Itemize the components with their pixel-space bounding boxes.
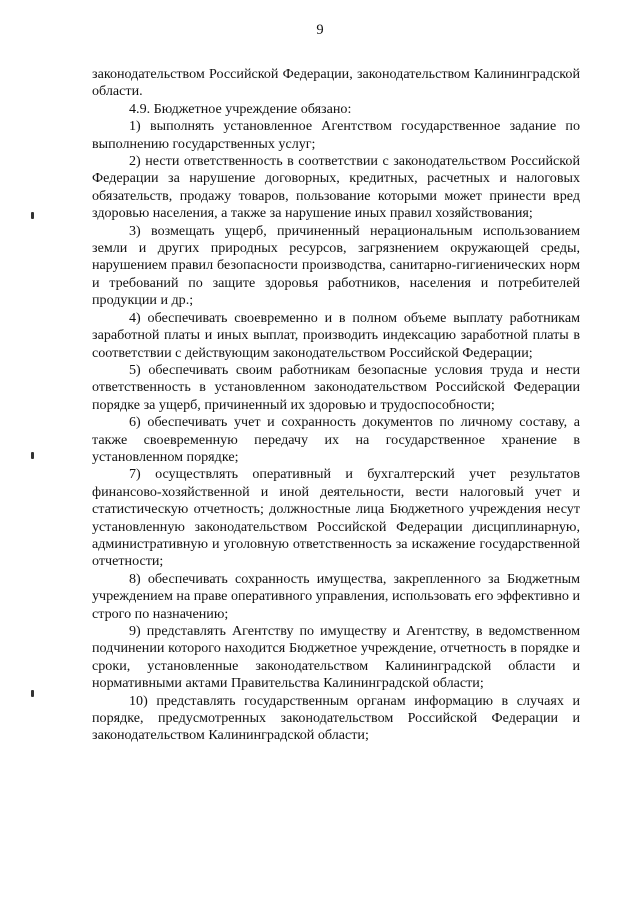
list-item: 2) нести ответственность в соответствии с законодательством Российской Федерации за нарушение договорных, кредитных, расчетных и налоговых обязательств, продажу товаров, пользование которыми может принести вред здоровью населения, а также за нарушение иных правил хозяйствования; — [92, 153, 580, 222]
document-body — [92, 66, 580, 745]
list-item: 4) обеспечивать своевременно и в полном объеме выплату работникам заработной платы и иных выплат, производить индексацию заработной платы в соответствии с действующим законодательством Российской Федерации; — [92, 309, 580, 361]
list-item: 10) представлять государственным органам информацию в случаях и порядке, предусмотренных законодательством Российской Федерации и законодательством Калининградской области; — [92, 692, 580, 744]
margin-mark — [31, 212, 34, 219]
paragraph-continuation: законодательством Российской Федерации, законодательством Калининградской области. — [92, 66, 580, 100]
list-item: 9) представлять Агентству по имуществу и Агентству, в ведомственном подчинении которого находится Бюджетное учреждение, отчетность в порядке и сроки, установленные законодательством Калининградской области и нормативными актами Правительства Калининградской области; — [92, 623, 580, 692]
list-item: 3) возмещать ущерб, причиненный нерациональным использованием земли и других природных ресурсов, загрязнением окружающей среды, нарушением правил безопасности производства, санитарно-гигиенических норм и требований по защите здоровья работников, населения и потребителей продукции и др.; — [92, 222, 580, 309]
margin-mark — [31, 690, 34, 697]
margin-mark — [31, 452, 34, 459]
section-heading: 4.9. Бюджетное учреждение обязано: — [129, 100, 352, 117]
list-item: 7) осуществлять оперативный и бухгалтерский учет результатов финансово-хозяйственной и иной деятельности, вести налоговый учет и статистическую отчетность; должностные лица Бюджетного учреждения несут установленную законодательством Российской Федерации дисциплинарную, административную и уголовную ответственность за искажение государственной отчетности; — [92, 466, 580, 570]
list-item: 8) обеспечивать сохранность имущества, закрепленного за Бюджетным учреждением на праве оперативного управления, использовать его эффективно и строго по назначению; — [92, 570, 580, 622]
page-number: 9 — [316, 22, 324, 38]
list-item: 1) выполнять установленное Агентством государственное задание по выполнению государственных услуг; — [92, 118, 580, 152]
list-item: 5) обеспечивать своим работникам безопасные условия труда и нести ответственность в установленном законодательством Российской Федерации порядке за ущерб, причиненный их здоровью и трудоспособности; — [92, 361, 580, 413]
list-item: 6) обеспечивать учет и сохранность документов по личному составу, а также своевременную передачу их на государственное хранение в установленном порядке; — [92, 414, 580, 465]
